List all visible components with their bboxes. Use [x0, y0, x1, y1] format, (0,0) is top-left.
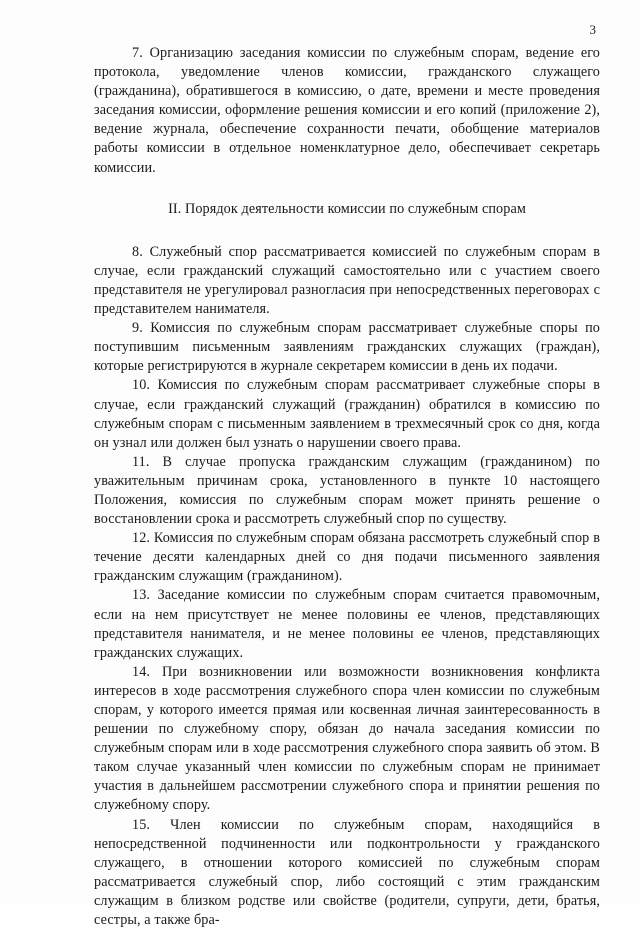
- paragraph-15: 15. Член комиссии по служебным спорам, находящийся в непосредственной подчиненности или подконтрольности у гражданского служащего, в отношении которого комиссией по служебным спорам рассматривается служебный спор, либо состоящий с этим гражданским служащим в близком родстве или свойстве (родители, супруги, дети, братья, сестры, а также бра-: [94, 816, 600, 929]
- paragraph-11: 11. В случае пропуска гражданским служащим (гражданином) по уважительным причинам срока, установленного в пункте 10 настоящего Положения, комиссия по служебным спорам может принять решение о восстановлении срока и рассмотреть служебный спор по существу.: [94, 453, 600, 528]
- paragraph-8: 8. Служебный спор рассматривается комиссией по служебным спорам в случае, если гражданский служащий самостоятельно или с участием своего представителя не урегулировал разногласия при непосредственных переговорах с представителем нанимателя.: [94, 243, 600, 318]
- paragraph-10: 10. Комиссия по служебным спорам рассматривает служебные споры в случае, если гражданский служащий (гражданин) обратился в комиссию по служебным спорам с письменным заявлением в трехмесячный срок со дня, когда он узнал или должен был узнать о нарушении своего права.: [94, 377, 600, 451]
- page-number: 3: [589, 22, 596, 37]
- paragraph-14: 14. При возникновении или возможности возникновения конфликта интересов в ходе рассмотрения служебного спора член комиссии по служебным спорам, у которого имеется прямая или косвенная личная заинтересованность в решении по служебному спору, обязан до начала заседания комиссии по служебным спорам или в ходе рассмотрения служебного спора заявить об этом. В таком случае указанный член комиссии по служебным спорам не принимает участия в дальнейшем рассмотрении служебного спора и принятии решения по служебному спору.: [94, 663, 600, 814]
- paragraph-9: 9. Комиссия по служебным спорам рассматривает служебные споры по поступившим письменным заявлениям гражданских служащих (граждан), которые регистрируются в журнале секретарем комиссии в день их подачи.: [94, 320, 600, 375]
- paragraph-12: 12. Комиссия по служебным спорам обязана рассмотреть служебный спор в течение десяти календарных дней со дня подачи письменного заявления гражданским служащим (гражданином).: [94, 530, 600, 585]
- section-heading: II. Порядок деятельности комиссии по служебным спорам: [168, 200, 526, 217]
- paragraph-13: 13. Заседание комиссии по служебным спорам считается правомочным, если на нем присутствует не менее половины ее членов, представляющих представителя нанимателя, и не менее половины ее членов, представляющих гражданских служащих.: [94, 587, 600, 661]
- paragraph-7: 7. Организацию заседания комиссии по служебным спорам, ведение его протокола, уведомление членов комиссии, гражданского служащего (гражданина), обратившегося в комиссию, о дате, времени и месте проведения заседания комиссии, оформление решения комиссии и его копий (приложение 2), ведение журнала, обеспечение сохранности печати, обобщение материалов работы комиссии в отдельное номенклатурное дело, обеспечивает секретарь комиссии.: [94, 45, 600, 176]
- document-body: [94, 44, 600, 930]
